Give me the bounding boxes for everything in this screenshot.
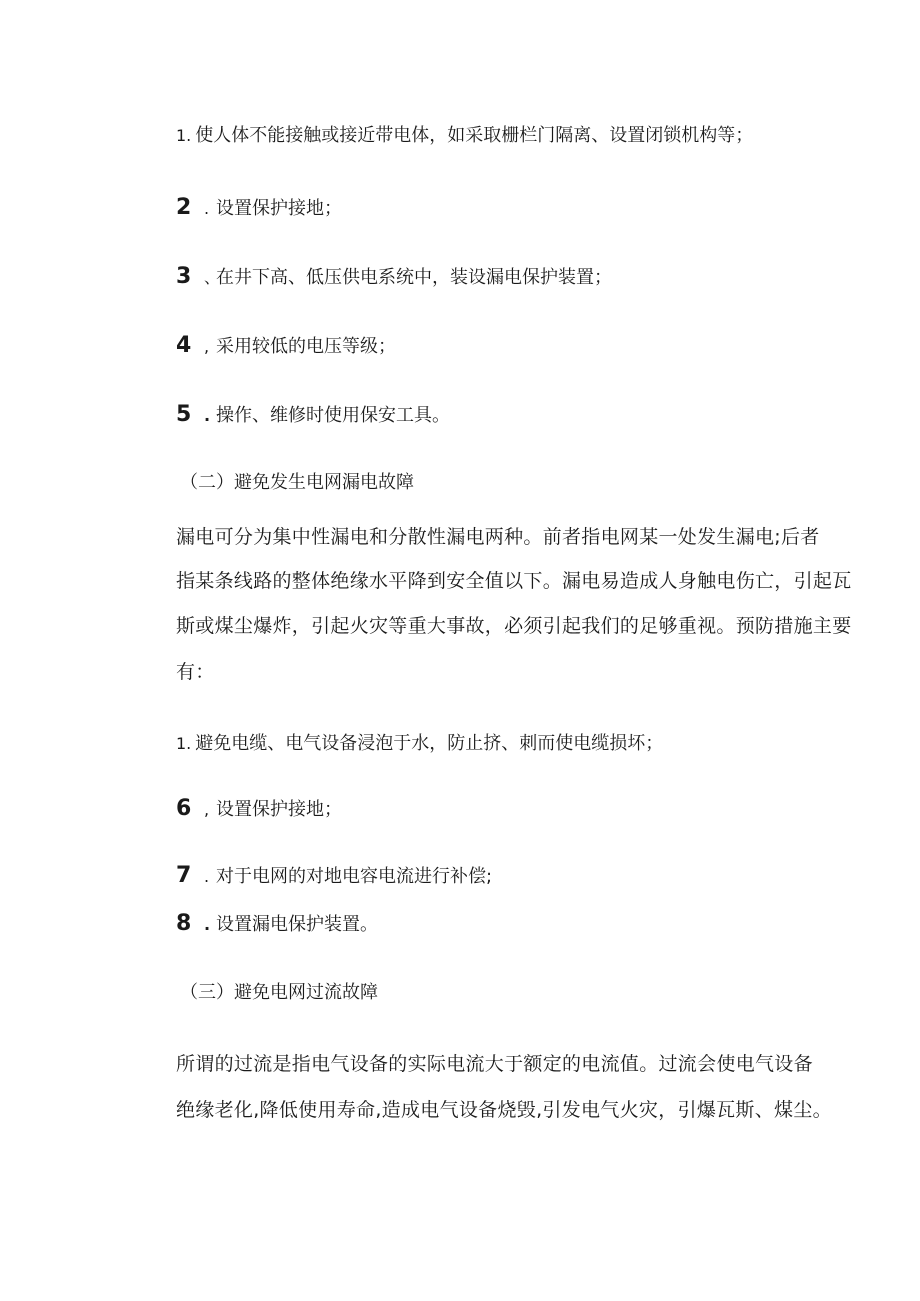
list-item-3 [176, 265, 612, 290]
list-item-number: 2 [176, 195, 192, 220]
list-item-text: 操作、维修时使用保安工具。 [216, 405, 450, 426]
list-item-number: 5 [176, 402, 192, 427]
paragraph-line: 所谓的过流是指电气设备的实际电流大于额定的电流值。过流会使电气设备 [176, 1053, 813, 1075]
list-item-number: 8 [176, 911, 192, 936]
list-item-text: 设置保护接地； [216, 198, 342, 219]
section-heading: （三）避免电网过流故障 [180, 982, 378, 1003]
list-item-text: 采用较低的电压等级； [216, 336, 396, 357]
list-item-number: 1. [176, 734, 192, 753]
list-item-separator: . [204, 915, 211, 934]
list-item-4 [176, 334, 396, 359]
list-item-8 [176, 912, 378, 937]
list-item-number: 7 [176, 863, 192, 888]
list-item-number: 6 [176, 796, 192, 821]
list-item-1 [176, 124, 753, 148]
list-item-7 [176, 864, 492, 889]
list-item-separator: . [204, 199, 210, 218]
list-item-text: 设置漏电保护装置。 [216, 914, 378, 935]
paragraph-line: 指某条线路的整体绝缘水平降到安全值以下。漏电易造成人身触电伤亡，引起瓦 [176, 570, 852, 592]
list-item-separator: 、 [204, 268, 221, 287]
list-item-separator: , [204, 337, 210, 356]
paragraph-line: 有： [176, 661, 215, 683]
section-heading: （二）避免发生电网漏电故障 [180, 472, 414, 493]
list-item-separator: . [204, 406, 211, 425]
list-item-number: 3 [176, 264, 192, 289]
list-item-number: 1. [176, 126, 192, 145]
list-item-separator: , [204, 800, 210, 819]
paragraph-line: 漏电可分为集中性漏电和分散性漏电两种。前者指电网某一处发生漏电;后者 [176, 526, 820, 548]
paragraph-line: 绝缘老化,降低使用寿命,造成电气设备烧毁,引发电气火灾，引爆瓦斯、煤尘。 [176, 1099, 832, 1121]
paragraph-line: 斯或煤尘爆炸，引起火灾等重大事故，必须引起我们的足够重视。预防措施主要 [176, 615, 852, 637]
list-item-text: 在井下高、低压供电系统中，装设漏电保护装置； [216, 267, 612, 288]
list-item-number: 4 [176, 333, 192, 358]
list-item-1b [176, 732, 663, 756]
list-item-text: 使人体不能接触或接近带电体，如采取栅栏门隔离、设置闭锁机构等； [195, 125, 754, 146]
list-item-6 [176, 797, 342, 822]
list-item-5 [176, 403, 450, 428]
list-item-2 [176, 196, 342, 221]
list-item-text: 对于电网的对地电容电流进行补偿; [216, 866, 493, 887]
list-item-text: 避免电缆、电气设备浸泡于水，防止挤、刺而使电缆损坏； [195, 733, 664, 754]
list-item-text: 设置保护接地； [216, 799, 342, 820]
list-item-separator: . [204, 867, 210, 886]
